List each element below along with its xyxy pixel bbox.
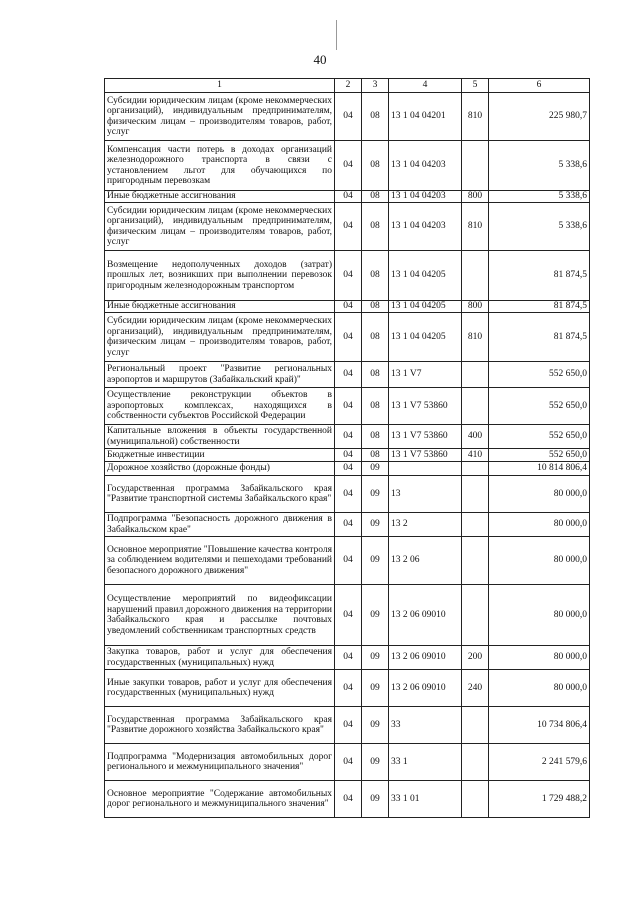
header-cell-section: 2 xyxy=(335,79,362,93)
row-target-article-cell: 13 1 04 04205 xyxy=(389,301,462,313)
row-expense-type-cell: 400 xyxy=(462,425,489,449)
row-section-cell: 04 xyxy=(335,707,362,744)
table-row xyxy=(105,646,590,670)
row-subsection-cell: 09 xyxy=(362,646,389,670)
row-subsection-cell: 08 xyxy=(362,191,389,203)
row-section-cell: 04 xyxy=(335,585,362,646)
header-cell-name: 1 xyxy=(105,79,335,93)
row-target-article-cell: 13 2 06 09010 xyxy=(389,670,462,707)
row-name-cell: Субсидии юридическим лицам (кроме некоммерческих организаций), индивидуальным предпринимателям, физическим лицам – производителям товаров, работ, услуг xyxy=(105,93,335,141)
row-subsection-cell: 08 xyxy=(362,362,389,388)
table-row xyxy=(105,476,590,513)
row-name-cell: Субсидии юридическим лицам (кроме некоммерческих организаций), индивидуальным предпринимателям, физическим лицам – производителям товаров, работ, услуг xyxy=(105,203,335,251)
table-row xyxy=(105,251,590,301)
row-subsection-cell: 08 xyxy=(362,388,389,425)
row-name-cell: Иные бюджетные ассигнования xyxy=(105,301,335,313)
row-subsection-cell: 08 xyxy=(362,313,389,362)
row-section-cell: 04 xyxy=(335,513,362,537)
row-amount-cell: 80 000,0 xyxy=(489,513,590,537)
row-subsection-cell: 08 xyxy=(362,251,389,301)
row-name-cell: Капитальные вложения в объекты государственной (муниципальной) собственности xyxy=(105,425,335,449)
row-target-article-cell: 13 1 04 04203 xyxy=(389,141,462,191)
row-amount-cell: 81 874,5 xyxy=(489,301,590,313)
row-target-article-cell: 13 2 06 09010 xyxy=(389,585,462,646)
row-section-cell: 04 xyxy=(335,141,362,191)
table-row xyxy=(105,141,590,191)
row-target-article-cell: 33 xyxy=(389,707,462,744)
row-subsection-cell: 09 xyxy=(362,781,389,818)
row-expense-type-cell xyxy=(462,781,489,818)
row-section-cell: 04 xyxy=(335,462,362,476)
row-expense-type-cell: 240 xyxy=(462,670,489,707)
row-name-cell: Осуществление мероприятий по видеофиксации нарушений правил дорожного движения на территории Забайкальского края и рассылке почтовых уведомлений собственникам транспортных средств xyxy=(105,585,335,646)
row-target-article-cell: 13 1 V7 53860 xyxy=(389,388,462,425)
row-name-cell: Компенсация части потерь в доходах организаций железнодорожного транспорта в связи с установлением льгот для обучающихся по пригородным перевозкам xyxy=(105,141,335,191)
row-target-article-cell: 13 1 04 04201 xyxy=(389,93,462,141)
row-section-cell: 04 xyxy=(335,537,362,585)
table-row xyxy=(105,93,590,141)
row-expense-type-cell xyxy=(462,251,489,301)
row-expense-type-cell xyxy=(462,476,489,513)
table-body xyxy=(105,93,590,818)
header-row xyxy=(105,79,590,93)
table-row xyxy=(105,388,590,425)
row-name-cell: Бюджетные инвестиции xyxy=(105,449,335,462)
row-amount-cell: 81 874,5 xyxy=(489,313,590,362)
row-name-cell: Субсидии юридическим лицам (кроме некоммерческих организаций), индивидуальным предпринимателям, физическим лицам – производителям товаров, работ, услуг xyxy=(105,313,335,362)
budget-table xyxy=(104,78,590,818)
row-name-cell: Региональный проект "Развитие региональных аэропортов и маршрутов (Забайкальский край)" xyxy=(105,362,335,388)
row-name-cell: Подпрограмма "Безопасность дорожного движения в Забайкальском крае" xyxy=(105,513,335,537)
row-expense-type-cell xyxy=(462,513,489,537)
table-row xyxy=(105,449,590,462)
row-amount-cell: 80 000,0 xyxy=(489,585,590,646)
row-name-cell: Подпрограмма "Модернизация автомобильных дорог регионального и межмуниципального значения" xyxy=(105,744,335,781)
header-cell-target-article: 4 xyxy=(389,79,462,93)
row-section-cell: 04 xyxy=(335,646,362,670)
row-subsection-cell: 09 xyxy=(362,476,389,513)
row-expense-type-cell xyxy=(462,744,489,781)
row-amount-cell: 225 980,7 xyxy=(489,93,590,141)
row-section-cell: 04 xyxy=(335,203,362,251)
row-name-cell: Основное мероприятие "Повышение качества контроля за соблюдением водителями и пешеходами требований безопасного дорожного движения" xyxy=(105,537,335,585)
row-amount-cell: 5 338,6 xyxy=(489,203,590,251)
header-cell-amount: 6 xyxy=(489,79,590,93)
row-amount-cell: 80 000,0 xyxy=(489,476,590,513)
row-section-cell: 04 xyxy=(335,425,362,449)
row-name-cell: Возмещение недополученных доходов (затрат) прошлых лет, возникших при выполнении перевозок пригородным железнодорожным транспортом xyxy=(105,251,335,301)
row-section-cell: 04 xyxy=(335,744,362,781)
row-subsection-cell: 09 xyxy=(362,462,389,476)
row-target-article-cell: 13 2 06 xyxy=(389,537,462,585)
row-target-article-cell: 13 1 04 04203 xyxy=(389,191,462,203)
table-row xyxy=(105,362,590,388)
row-subsection-cell: 08 xyxy=(362,141,389,191)
row-target-article-cell: 13 xyxy=(389,476,462,513)
row-name-cell: Дорожное хозяйство (дорожные фонды) xyxy=(105,462,335,476)
row-section-cell: 04 xyxy=(335,301,362,313)
row-section-cell: 04 xyxy=(335,251,362,301)
table-row xyxy=(105,462,590,476)
row-expense-type-cell xyxy=(462,462,489,476)
row-target-article-cell: 13 1 V7 53860 xyxy=(389,449,462,462)
row-expense-type-cell: 800 xyxy=(462,191,489,203)
row-target-article-cell: 13 2 xyxy=(389,513,462,537)
row-expense-type-cell xyxy=(462,585,489,646)
row-amount-cell: 5 338,6 xyxy=(489,191,590,203)
row-section-cell: 04 xyxy=(335,781,362,818)
row-amount-cell: 1 729 488,2 xyxy=(489,781,590,818)
row-name-cell: Иные закупки товаров, работ и услуг для обеспечения государственных (муниципальных) нужд xyxy=(105,670,335,707)
row-amount-cell: 552 650,0 xyxy=(489,388,590,425)
row-target-article-cell: 13 1 V7 xyxy=(389,362,462,388)
table-row xyxy=(105,707,590,744)
row-name-cell: Основное мероприятие "Содержание автомобильных дорог регионального и межмуниципального значения" xyxy=(105,781,335,818)
row-target-article-cell: 13 1 V7 53860 xyxy=(389,425,462,449)
row-target-article-cell: 13 1 04 04205 xyxy=(389,313,462,362)
row-target-article-cell: 13 1 04 04203 xyxy=(389,203,462,251)
row-target-article-cell: 33 1 01 xyxy=(389,781,462,818)
row-amount-cell: 5 338,6 xyxy=(489,141,590,191)
row-name-cell: Государственная программа Забайкальского края "Развитие транспортной системы Забайкальского края" xyxy=(105,476,335,513)
row-expense-type-cell xyxy=(462,362,489,388)
row-subsection-cell: 09 xyxy=(362,537,389,585)
row-target-article-cell xyxy=(389,462,462,476)
row-section-cell: 04 xyxy=(335,670,362,707)
row-amount-cell: 552 650,0 xyxy=(489,425,590,449)
row-amount-cell: 80 000,0 xyxy=(489,646,590,670)
table-row xyxy=(105,585,590,646)
row-section-cell: 04 xyxy=(335,362,362,388)
header-cell-expense-type: 5 xyxy=(462,79,489,93)
row-subsection-cell: 08 xyxy=(362,203,389,251)
row-section-cell: 04 xyxy=(335,388,362,425)
row-expense-type-cell: 810 xyxy=(462,203,489,251)
row-expense-type-cell: 810 xyxy=(462,313,489,362)
row-subsection-cell: 08 xyxy=(362,449,389,462)
table-row xyxy=(105,744,590,781)
row-subsection-cell: 09 xyxy=(362,744,389,781)
row-amount-cell: 10 814 806,4 xyxy=(489,462,590,476)
row-subsection-cell: 09 xyxy=(362,513,389,537)
table-row xyxy=(105,513,590,537)
row-section-cell: 04 xyxy=(335,313,362,362)
row-subsection-cell: 08 xyxy=(362,425,389,449)
table-row xyxy=(105,670,590,707)
binding-line xyxy=(336,20,337,50)
table-row xyxy=(105,313,590,362)
row-target-article-cell: 13 1 04 04205 xyxy=(389,251,462,301)
row-amount-cell: 80 000,0 xyxy=(489,670,590,707)
row-subsection-cell: 08 xyxy=(362,301,389,313)
row-section-cell: 04 xyxy=(335,93,362,141)
row-amount-cell: 80 000,0 xyxy=(489,537,590,585)
table-row xyxy=(105,781,590,818)
page-number: 40 xyxy=(313,52,327,67)
row-expense-type-cell xyxy=(462,537,489,585)
row-amount-cell: 552 650,0 xyxy=(489,362,590,388)
row-expense-type-cell: 800 xyxy=(462,301,489,313)
table-row xyxy=(105,301,590,313)
row-amount-cell: 10 734 806,4 xyxy=(489,707,590,744)
row-expense-type-cell: 410 xyxy=(462,449,489,462)
row-amount-cell: 2 241 579,6 xyxy=(489,744,590,781)
row-section-cell: 04 xyxy=(335,476,362,513)
row-name-cell: Иные бюджетные ассигнования xyxy=(105,191,335,203)
row-expense-type-cell xyxy=(462,388,489,425)
row-expense-type-cell xyxy=(462,141,489,191)
table-row xyxy=(105,537,590,585)
row-amount-cell: 552 650,0 xyxy=(489,449,590,462)
row-amount-cell: 81 874,5 xyxy=(489,251,590,301)
row-expense-type-cell xyxy=(462,707,489,744)
row-name-cell: Закупка товаров, работ и услуг для обеспечения государственных (муниципальных) нужд xyxy=(105,646,335,670)
row-name-cell: Осуществление реконструкции объектов в аэропортовых комплексах, находящихся в собственности субъектов Российской Федерации xyxy=(105,388,335,425)
row-target-article-cell: 13 2 06 09010 xyxy=(389,646,462,670)
row-section-cell: 04 xyxy=(335,191,362,203)
row-subsection-cell: 09 xyxy=(362,585,389,646)
row-expense-type-cell: 200 xyxy=(462,646,489,670)
header-cell-subsection: 3 xyxy=(362,79,389,93)
row-target-article-cell: 33 1 xyxy=(389,744,462,781)
row-name-cell: Государственная программа Забайкальского края "Развитие дорожного хозяйства Забайкальского края" xyxy=(105,707,335,744)
row-section-cell: 04 xyxy=(335,449,362,462)
table-row xyxy=(105,191,590,203)
table-row xyxy=(105,425,590,449)
row-subsection-cell: 09 xyxy=(362,707,389,744)
table-row xyxy=(105,203,590,251)
row-expense-type-cell: 810 xyxy=(462,93,489,141)
row-subsection-cell: 09 xyxy=(362,670,389,707)
row-subsection-cell: 08 xyxy=(362,93,389,141)
